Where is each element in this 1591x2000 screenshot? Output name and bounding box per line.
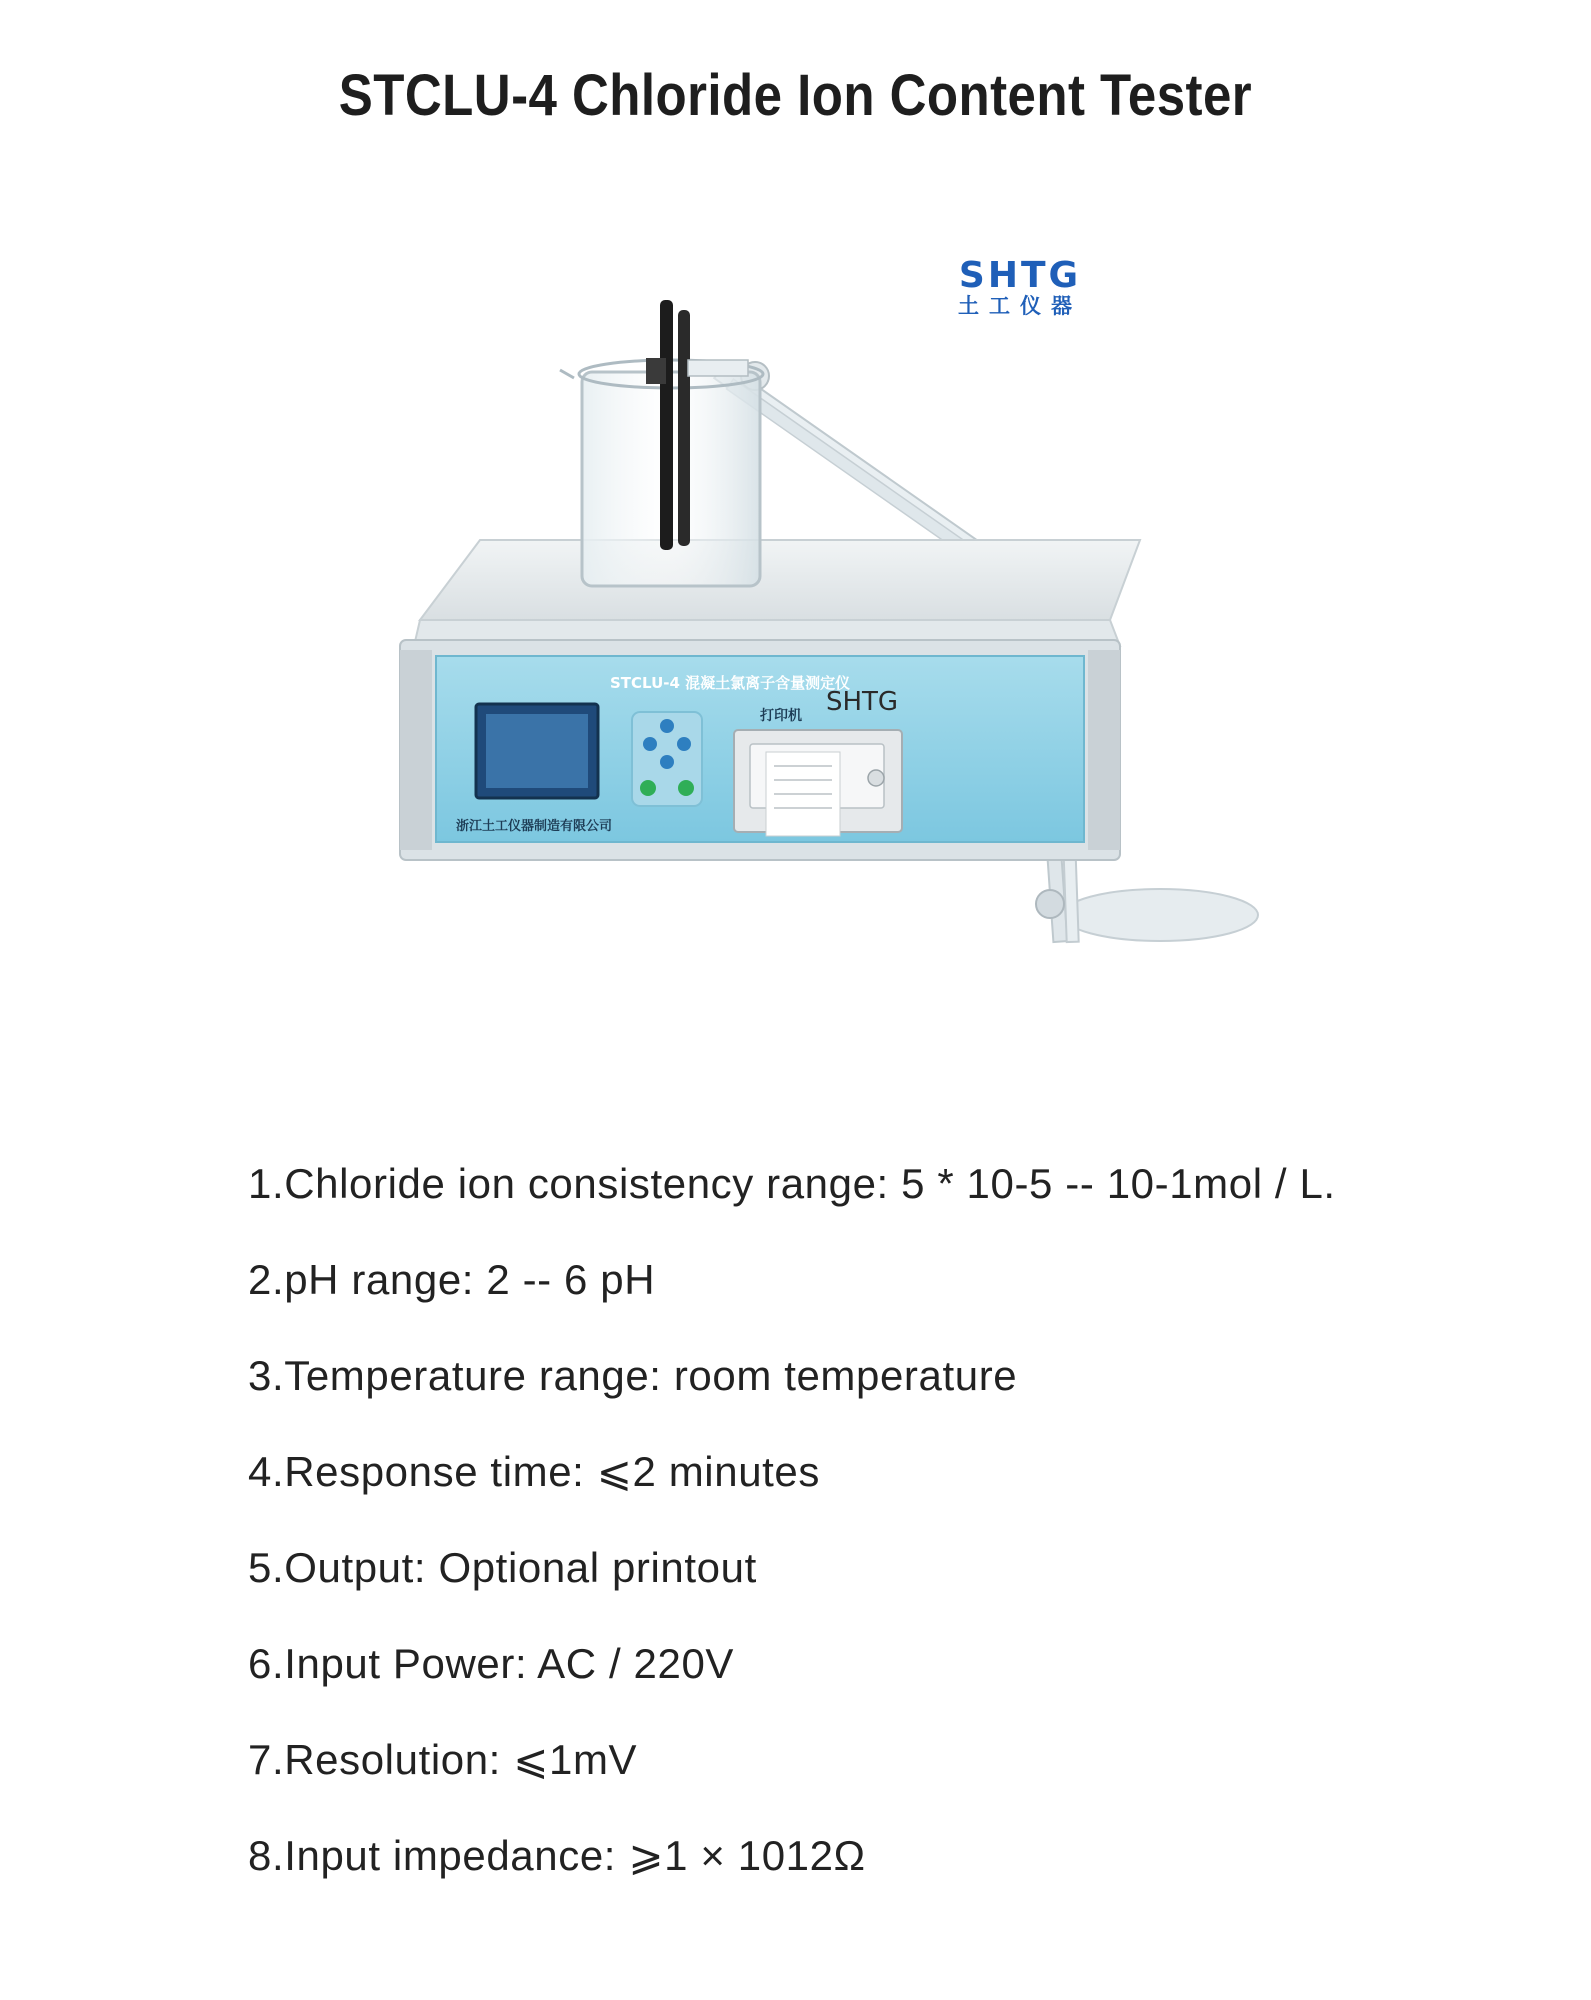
spec-item: 2.pH range: 2 -- 6 pH	[248, 1256, 656, 1303]
spec-item: 6.Input Power: AC / 220V	[248, 1640, 735, 1687]
spec-item: 1.Chloride ion consistency range: 5 * 10-5 -- 10-1mol / L.	[248, 1160, 1336, 1207]
page-title: STCLU-4 Chloride Ion Content Tester	[338, 63, 1253, 128]
spec-item: 7.Resolution: ⩽1mV	[248, 1736, 638, 1783]
logo-subtitle: 土工仪器	[958, 294, 1082, 318]
logo-mark: SHTG	[958, 255, 1082, 296]
panel-label: STCLU-4 混凝土氯离子含量测定仪	[610, 674, 851, 692]
stand-base	[1062, 889, 1258, 941]
instrument-top	[420, 540, 1140, 620]
electrode	[660, 300, 673, 550]
company-label: 浙江土工仪器制造有限公司	[456, 819, 613, 834]
printer-label: 打印机	[760, 708, 802, 724]
spec-item: 3.Temperature range: room temperature	[248, 1352, 1018, 1399]
spec-item: 5.Output: Optional printout	[248, 1544, 757, 1591]
watermark-text: SHTG	[826, 687, 899, 717]
spec-item: 4.Response time: ⩽2 minutes	[248, 1448, 820, 1495]
spec-item: 8.Input impedance: ⩾1 × 1012Ω	[248, 1832, 866, 1879]
spec-list	[248, 1160, 1336, 1928]
product-photo	[360, 300, 1280, 1020]
